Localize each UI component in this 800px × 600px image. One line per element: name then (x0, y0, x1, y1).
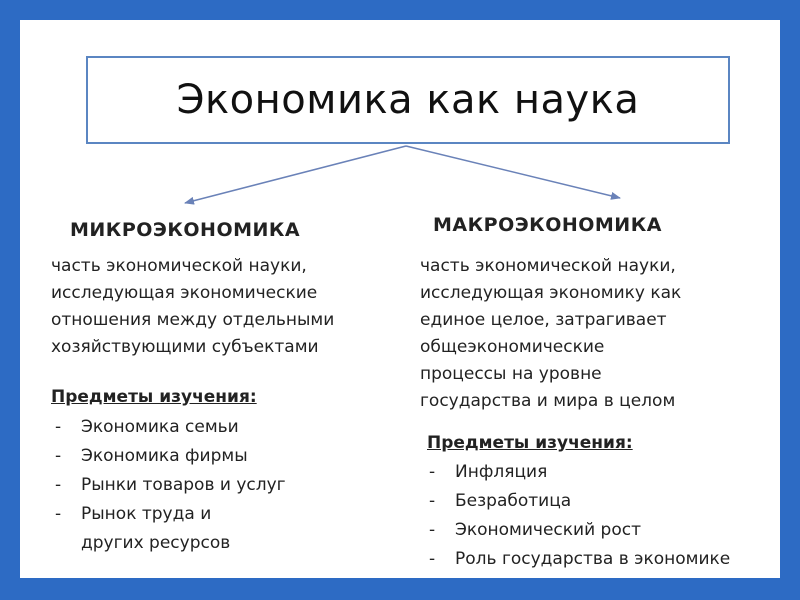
micro-description-line: хозяйствующими субъектами (51, 337, 319, 357)
list-item-label: Безработица (455, 491, 572, 511)
list-item: - Роль государства в экономике (429, 549, 731, 569)
micro-heading: МИКРОЭКОНОМИКА (70, 219, 301, 241)
list-item-label: других ресурсов (81, 533, 231, 553)
list-item-label: Экономика фирмы (81, 446, 248, 466)
macro-subjects-list (425, 458, 730, 574)
list-item-label: Инфляция (455, 462, 548, 482)
macro-description-line: процессы на уровне (420, 364, 602, 384)
arrow-to-micro (185, 146, 406, 203)
slide (20, 20, 780, 578)
list-item: - Экономический рост (429, 520, 641, 540)
list-item-label: Экономика семьи (81, 417, 239, 437)
micro-description-line: часть экономической науки, (51, 256, 307, 276)
list-item: - Экономика фирмы (55, 446, 248, 466)
macro-description-line: общеэкономические (420, 337, 605, 357)
list-item: - Экономика семьи (55, 417, 239, 437)
micro-description (51, 253, 334, 361)
list-item: - Рынки товаров и услуг (55, 475, 286, 495)
list-item-label: Роль государства в экономике (455, 549, 731, 569)
list-item-label: Рынки товаров и услуг (81, 475, 286, 495)
list-item: - Безработица (429, 491, 572, 511)
list-item: - Инфляция (429, 462, 548, 482)
micro-description-line: исследующая экономические (51, 283, 318, 303)
macro-description-line: единое целое, затрагивает (420, 310, 667, 330)
micro-subjects-title: Предметы изучения: (51, 387, 257, 407)
macro-description-line: исследующая экономику как (420, 283, 682, 303)
list-item-label: Рынок труда и (81, 504, 212, 524)
macro-description (420, 253, 681, 415)
page-title: Экономика как наука (176, 77, 640, 123)
micro-subjects-list (51, 413, 286, 558)
macro-description-line: часть экономической науки, (420, 256, 676, 276)
arrow-to-macro (406, 146, 620, 198)
list-item: - Рынок труда и других ресурсов (51, 500, 286, 558)
macro-heading: МАКРОЭКОНОМИКА (433, 214, 662, 236)
list-item-label: Экономический рост (455, 520, 641, 540)
micro-description-line: отношения между отдельными (51, 310, 335, 330)
macro-description-line: государства и мира в целом (420, 391, 676, 411)
macro-subjects-title: Предметы изучения: (427, 433, 633, 453)
